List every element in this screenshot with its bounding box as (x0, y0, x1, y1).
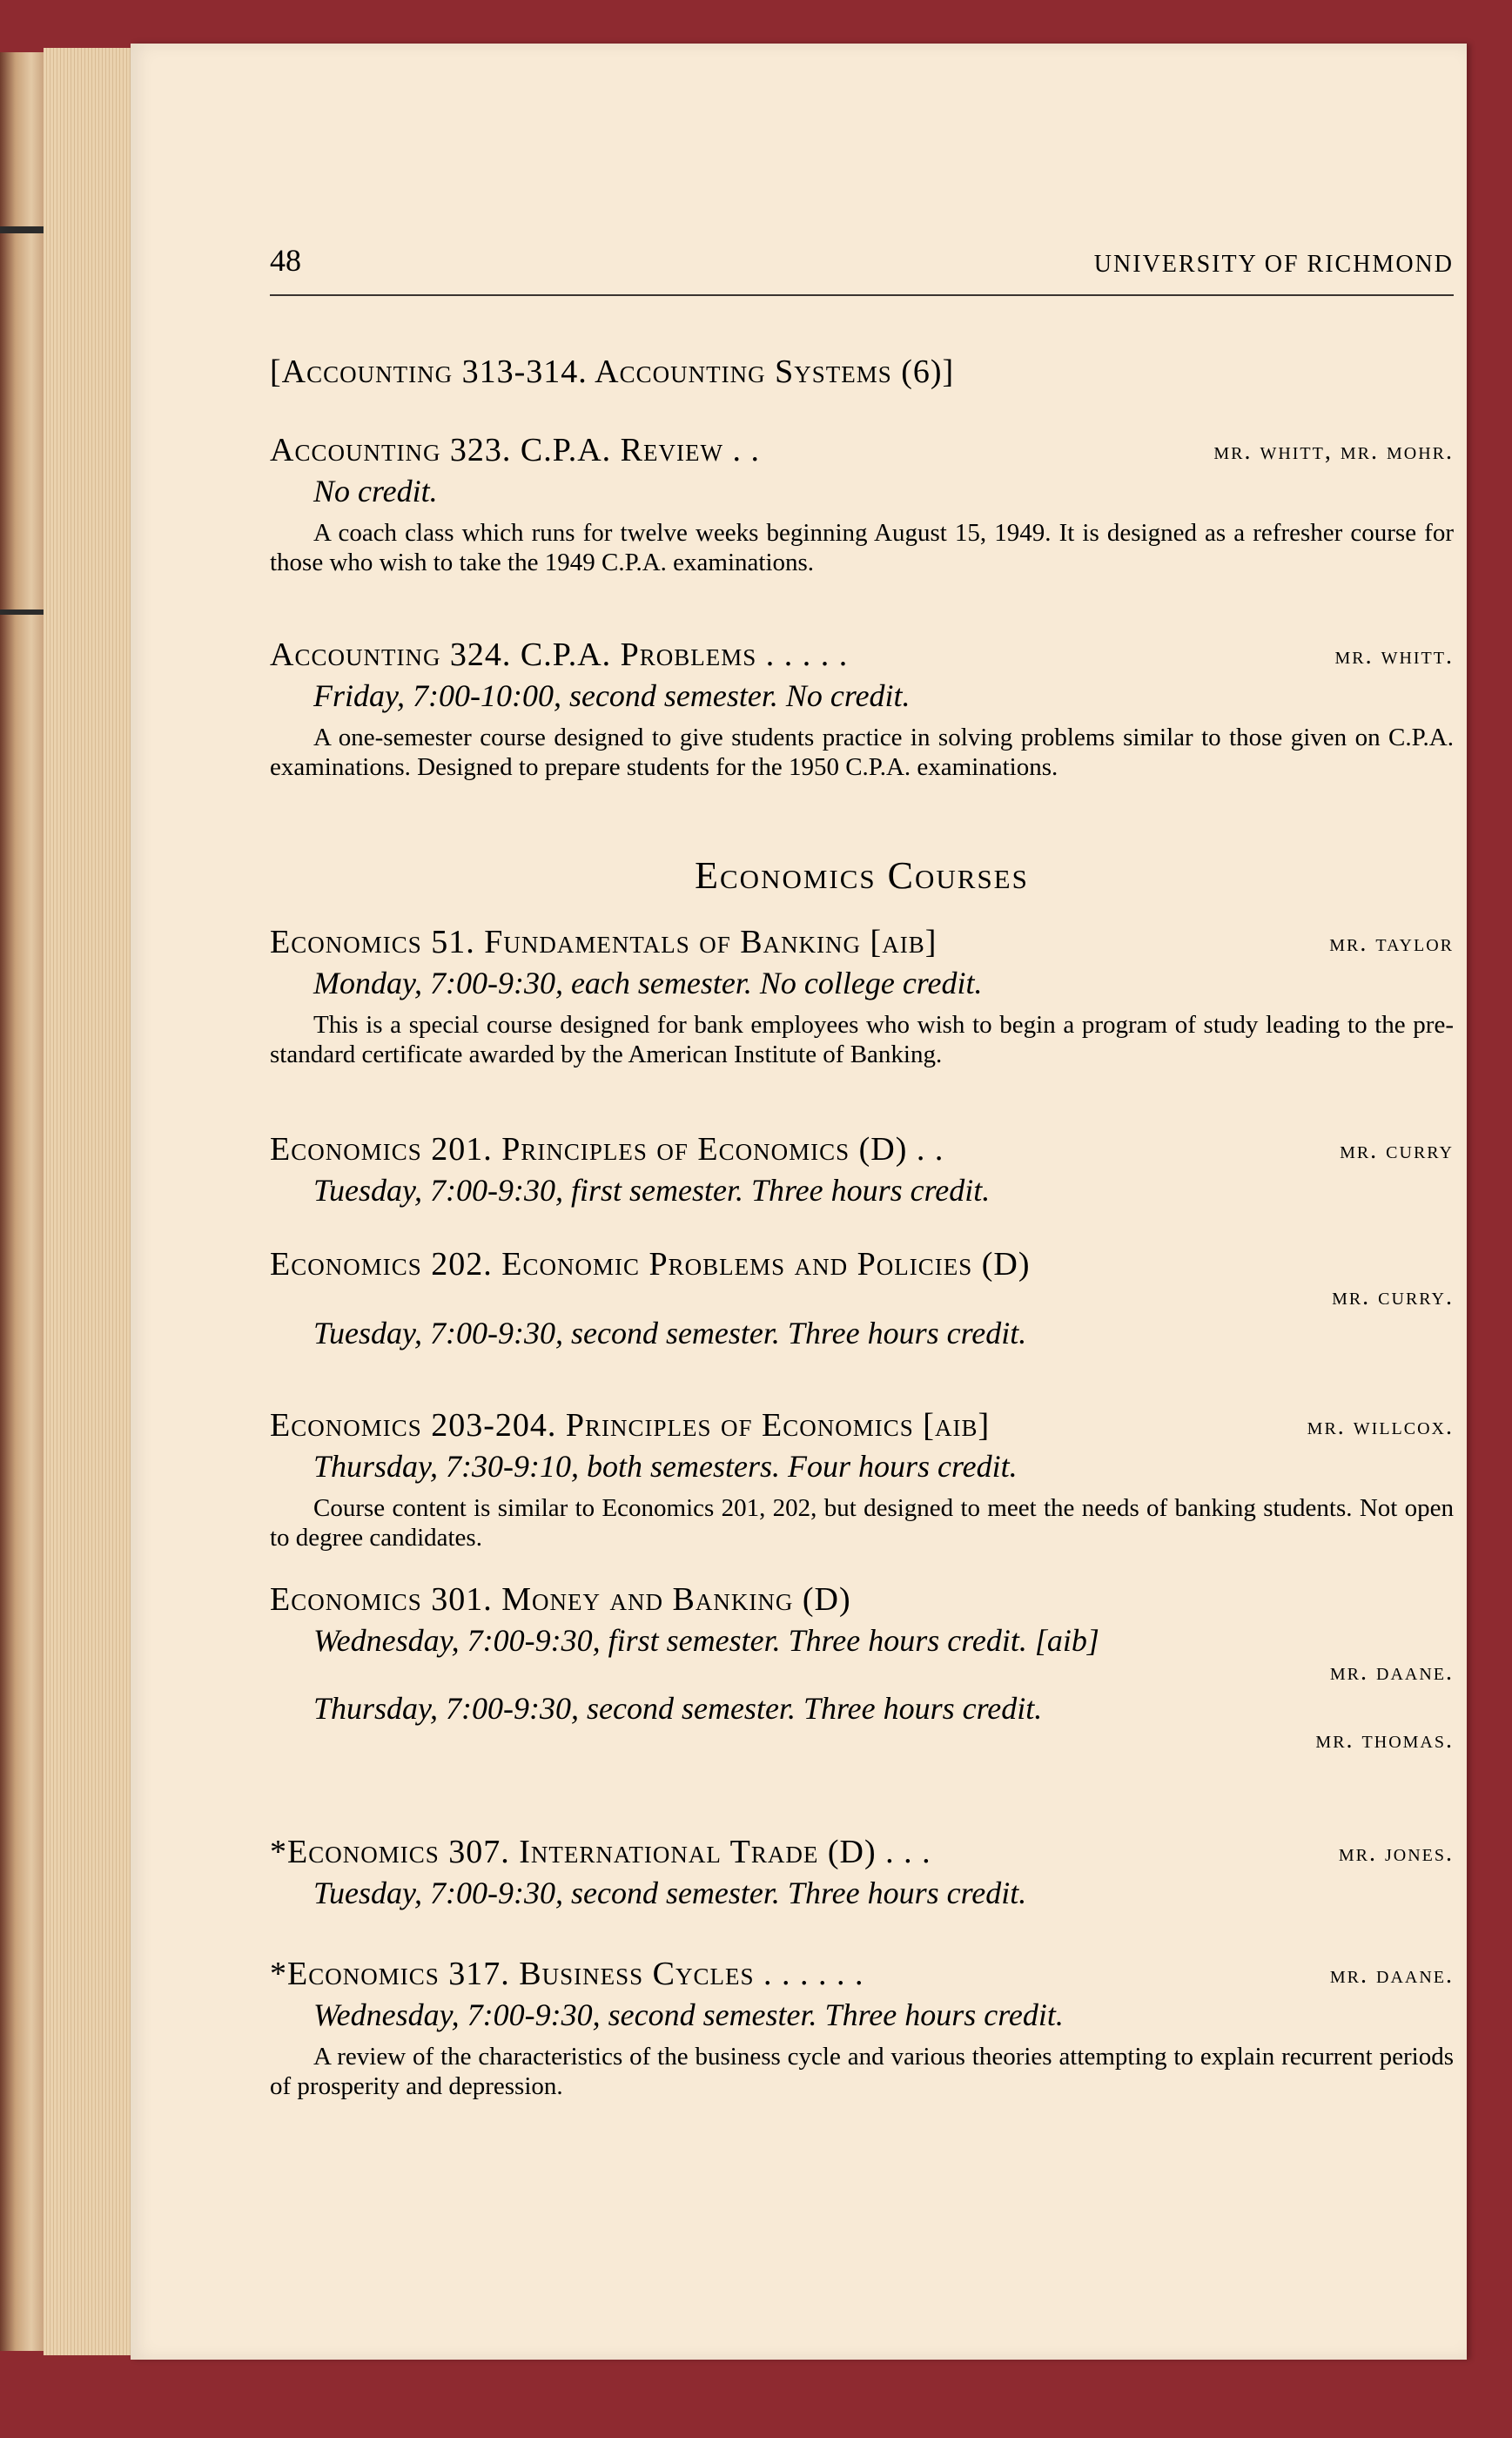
course-entry (270, 1130, 1454, 1209)
course-entry (270, 1833, 1454, 1911)
course-title: Economics 301. Money and Banking (D) (270, 1581, 851, 1618)
course-instructor: mr. jones. (1338, 1840, 1454, 1867)
course-title: *Economics 307. International Trade (D) . . . (270, 1834, 931, 1870)
header-rule (270, 294, 1454, 296)
course-schedule: Wednesday, 7:00-9:30, first semester. Three hours credit. [aib] (313, 1623, 1099, 1658)
course-schedule: Thursday, 7:00-9:30, second semester. Three hours credit. (313, 1691, 1043, 1726)
section-heading: Economics Courses (695, 854, 1029, 897)
course-entry (270, 923, 1454, 1069)
course-entry (270, 636, 1454, 782)
course-description: Course content is similar to Economics 201, 202, but designed to meet the needs of banking students. Not open to degree candidates. (270, 1494, 1454, 1552)
course-instructor: mr. whitt, mr. mohr. (1213, 438, 1454, 465)
course-title: Economics 51. Fundamentals of Banking [aib] (270, 924, 937, 960)
course-description: This is a special course designed for bank employees who wish to begin a program of study leading to the pre-standard certificate awarded by the American Institute of Banking. (270, 1011, 1454, 1068)
course-title: Economics 201. Principles of Economics (D) . . (270, 1131, 944, 1168)
course-entry (270, 431, 1454, 577)
course-title: [Accounting 313-314. Accounting Systems (6)] (270, 354, 955, 390)
course-entry (270, 1580, 1454, 1754)
course-instructor: mr. curry. (1332, 1283, 1454, 1310)
running-head: UNIVERSITY OF RICHMOND (1093, 251, 1454, 278)
course-schedule: Friday, 7:00-10:00, second semester. No credit. (313, 678, 911, 713)
course-entry (270, 353, 1454, 391)
course-instructor: mr. whitt. (1334, 643, 1454, 670)
course-schedule: Monday, 7:00-9:30, each semester. No college credit. (313, 966, 983, 1000)
course-title: Economics 203-204. Principles of Economics [aib] (270, 1407, 991, 1444)
course-schedule: No credit. (313, 474, 438, 508)
course-description: A coach class which runs for twelve weeks beginning August 15, 1949. It is designed as a refresher course for those who wish to take the 1949 C.P.A. examinations. (270, 519, 1454, 576)
course-title: Economics 202. Economic Problems and Policies (D) (270, 1246, 1031, 1283)
course-instructor: mr. daane. (1329, 1659, 1454, 1686)
course-title: Accounting 324. C.P.A. Problems . . . . . (270, 636, 849, 673)
course-schedule: Wednesday, 7:00-9:30, second semester. Three hours credit. (313, 1997, 1064, 2032)
course-entry (270, 1406, 1454, 1552)
course-title: Accounting 323. C.P.A. Review . . (270, 432, 760, 468)
course-schedule: Tuesday, 7:00-9:30, first semester. Three hours credit. (313, 1173, 991, 1208)
course-instructor: mr. curry (1340, 1137, 1454, 1164)
course-instructor: mr. thomas. (1315, 1727, 1454, 1754)
course-instructor: mr. daane. (1329, 1962, 1454, 1989)
course-schedule: Thursday, 7:30-9:10, both semesters. Four hours credit. (313, 1449, 1018, 1484)
course-schedule: Tuesday, 7:00-9:30, second semester. Three hours credit. (313, 1316, 1027, 1350)
course-schedule: Tuesday, 7:00-9:30, second semester. Three hours credit. (313, 1876, 1027, 1910)
course-description: A one-semester course designed to give students practice in solving problems similar to those given on C.P.A. examinations. Designed to prepare students for the 1950 C.P.A. examinations. (270, 724, 1454, 781)
course-description: A review of the characteristics of the business cycle and various theories attempting to explain recurrent periods of prosperity and depression. (270, 2043, 1454, 2100)
course-entry (270, 1955, 1454, 2101)
course-entry (270, 1245, 1454, 1351)
page-number: 48 (270, 243, 301, 278)
course-title: *Economics 317. Business Cycles . . . . . . (270, 1956, 864, 1992)
course-instructor: mr. willcox. (1307, 1413, 1454, 1440)
course-instructor: mr. taylor (1329, 930, 1454, 957)
